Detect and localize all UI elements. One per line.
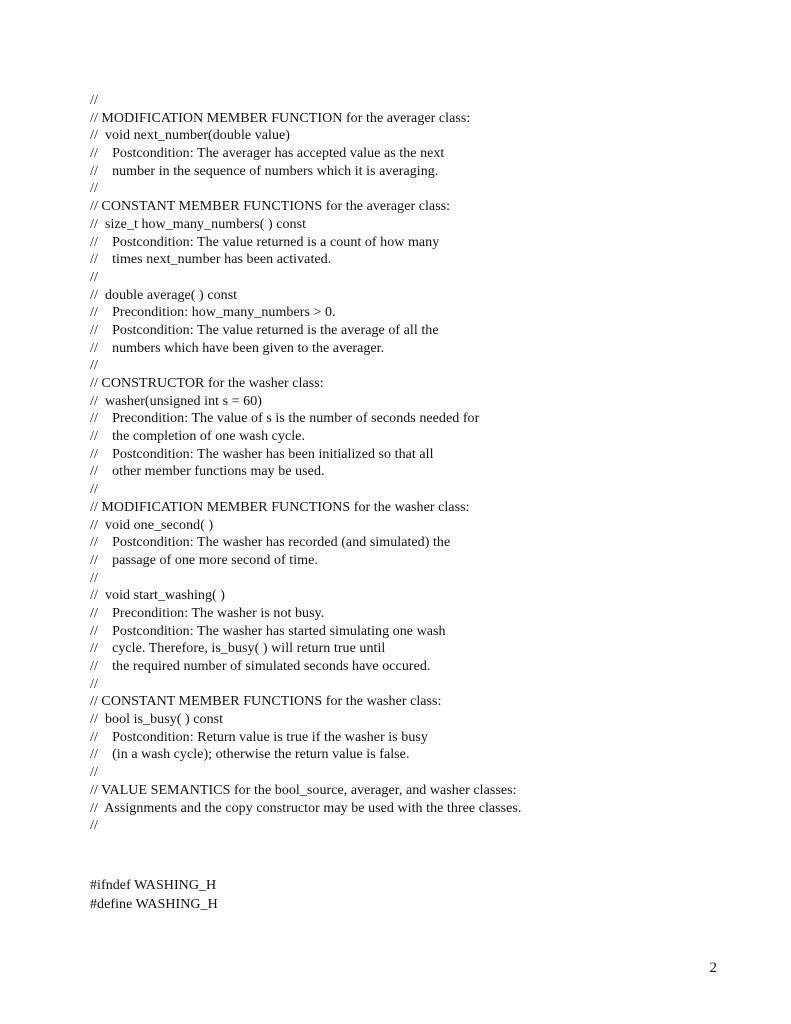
preprocessor-directives bbox=[90, 876, 490, 914]
comment-line: // Postcondition: The washer has started simulating one wash bbox=[90, 623, 446, 639]
comment-line: // VALUE SEMANTICS for the bool_source, averager, and washer classes: bbox=[90, 782, 517, 798]
comment-line: // other member functions may be used. bbox=[90, 464, 325, 480]
comment-line: // Precondition: The value of s is the number of seconds needed for bbox=[90, 411, 480, 427]
comment-line: // double average( ) const bbox=[90, 287, 238, 303]
comment-line: // Postcondition: Return value is true if the washer is busy bbox=[90, 729, 428, 745]
comment-line: // times next_number has been activated. bbox=[90, 252, 332, 268]
comment-line: // size_t how_many_numbers( ) const bbox=[90, 216, 307, 232]
comment-line: // the required number of simulated seconds have occured. bbox=[90, 659, 431, 674]
comment-line: // bbox=[90, 358, 98, 374]
comment-line: // void start_washing( ) bbox=[90, 588, 226, 604]
comment-line: // bool is_busy( ) const bbox=[90, 712, 224, 728]
comment-line: // Postcondition: The washer has been initialized so that all bbox=[90, 446, 434, 462]
comment-line: // void next_number(double value) bbox=[90, 128, 290, 144]
comment-line: // Postcondition: The value returned is the average of all the bbox=[90, 322, 439, 338]
comment-line: // (in a wash cycle); otherwise the return value is false. bbox=[90, 747, 410, 763]
comment-line: // Postcondition: The washer has recorded (and simulated) the bbox=[90, 535, 451, 551]
define-directive: #define WASHING_H bbox=[90, 897, 218, 912]
comment-line: // MODIFICATION MEMBER FUNCTIONS for the washer class: bbox=[90, 499, 470, 515]
comment-line: // number in the sequence of numbers which it is averaging. bbox=[90, 163, 439, 179]
comment-line: // bbox=[90, 269, 98, 285]
comment-line: // the completion of one wash cycle. bbox=[90, 429, 305, 445]
page-number: 2 bbox=[709, 960, 717, 976]
comment-line: // Precondition: how_many_numbers > 0. bbox=[90, 305, 336, 321]
comment-line: // MODIFICATION MEMBER FUNCTION for the averager class: bbox=[90, 110, 471, 126]
comment-line: // bbox=[90, 181, 98, 197]
ifndef-directive: #ifndef WASHING_H bbox=[90, 878, 217, 893]
comment-line: // Assignments and the copy constructor may be used with the three classes. bbox=[90, 800, 522, 816]
comment-line: // Precondition: The washer is not busy. bbox=[90, 605, 325, 621]
comment-block bbox=[90, 92, 750, 835]
comment-line: // bbox=[90, 765, 98, 781]
comment-line: // bbox=[90, 818, 98, 834]
comment-line: // bbox=[90, 482, 98, 498]
comment-line: // Postcondition: The value returned is a count of how many bbox=[90, 234, 440, 250]
comment-line: // cycle. Therefore, is_busy( ) will return true until bbox=[90, 641, 386, 657]
comment-line: // passage of one more second of time. bbox=[90, 552, 318, 568]
comment-line: // Postcondition: The averager has accepted value as the next bbox=[90, 146, 445, 162]
comment-line: // CONSTANT MEMBER FUNCTIONS for the washer class: bbox=[90, 694, 442, 710]
comment-line: // numbers which have been given to the averager. bbox=[90, 340, 385, 356]
comment-line: // bbox=[90, 93, 98, 108]
comment-line: // bbox=[90, 570, 98, 586]
comment-line: // CONSTANT MEMBER FUNCTIONS for the averager class: bbox=[90, 199, 451, 215]
comment-line: // washer(unsigned int s = 60) bbox=[90, 393, 262, 409]
comment-line: // bbox=[90, 676, 98, 692]
comment-line: // CONSTRUCTOR for the washer class: bbox=[90, 376, 324, 391]
comment-line: // void one_second( ) bbox=[90, 517, 214, 533]
